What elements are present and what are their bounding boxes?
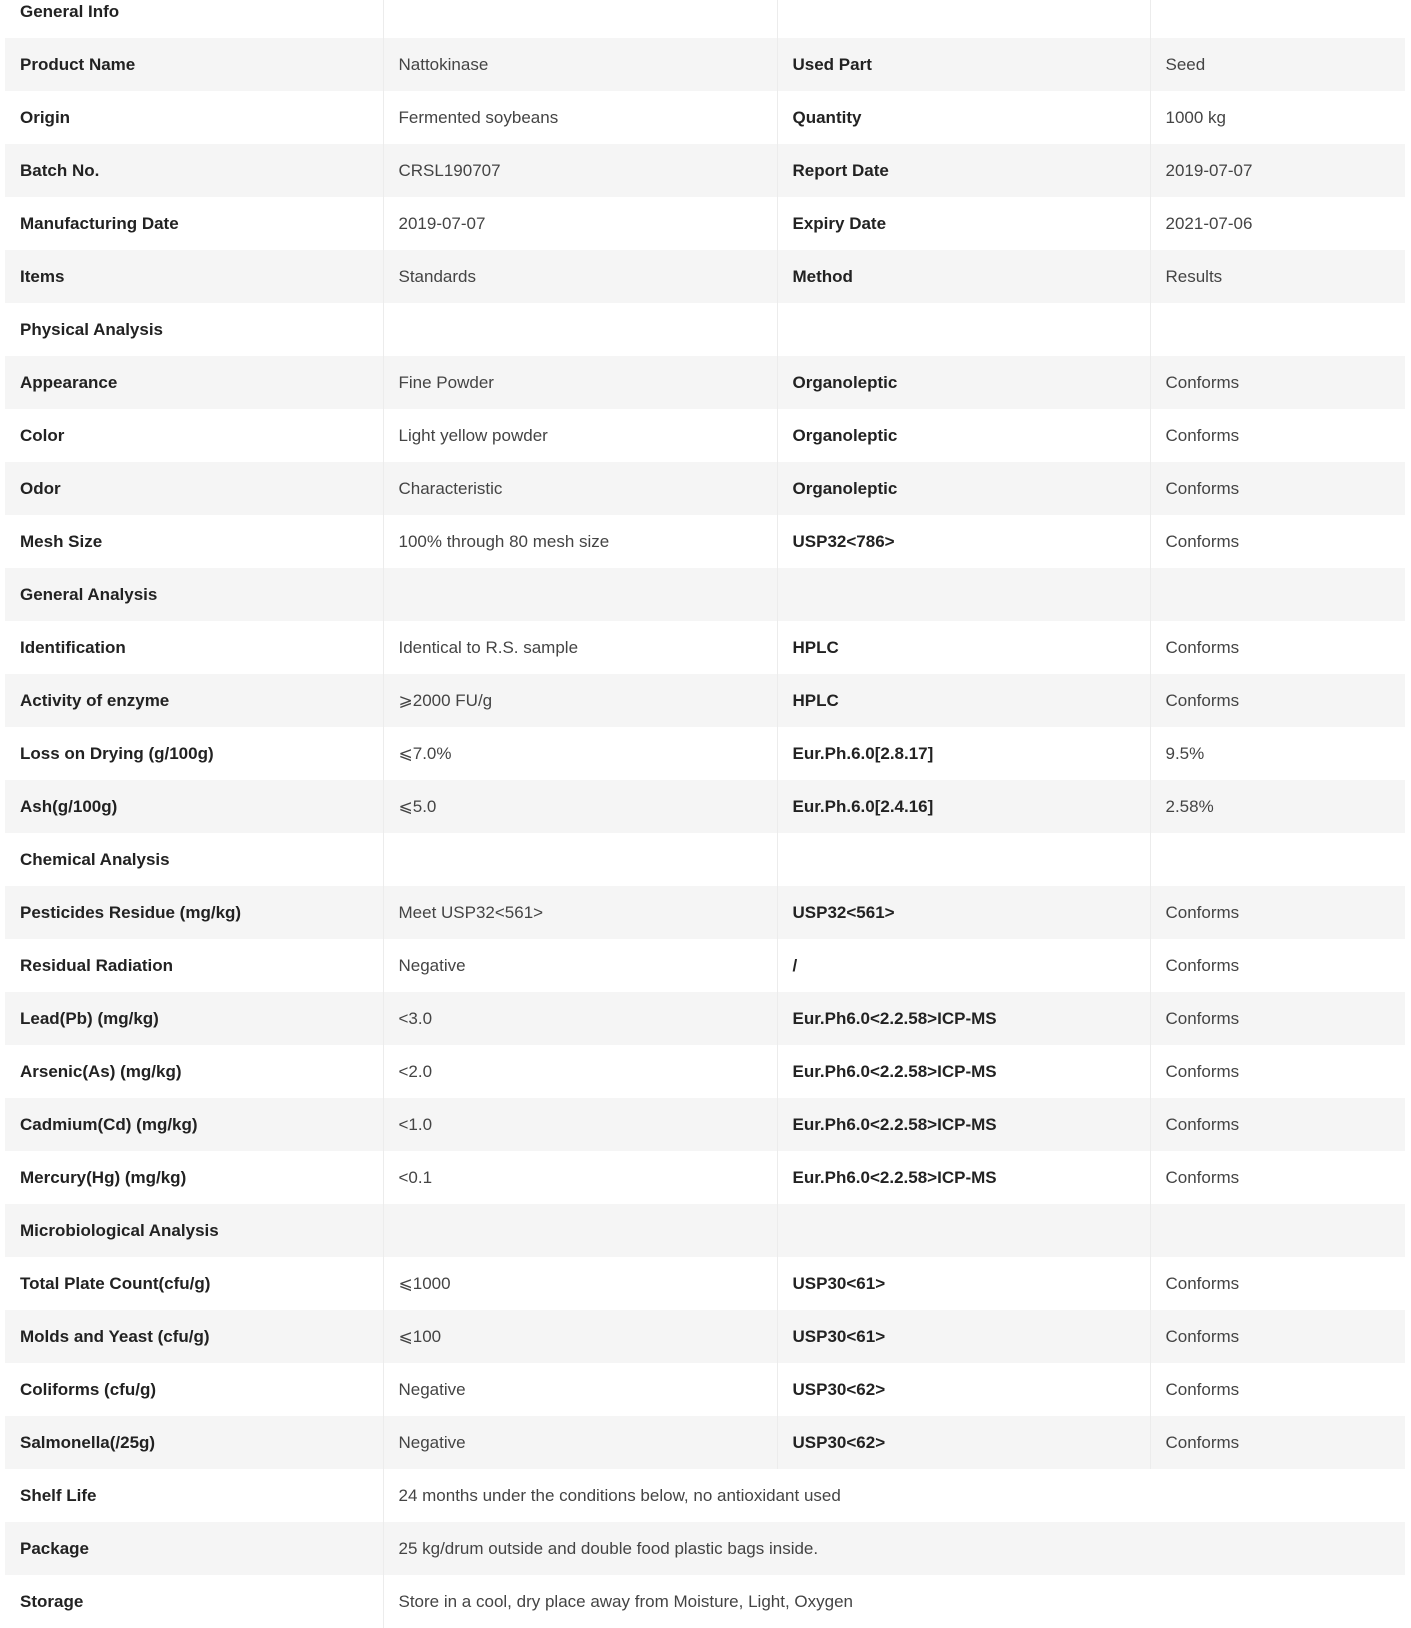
- row-method: USP32<786>: [777, 515, 1150, 568]
- row-result: Conforms: [1165, 1008, 1240, 1028]
- row-standard: [383, 568, 777, 621]
- row-result: Conforms: [1165, 1432, 1240, 1452]
- table-row: [5, 1098, 1405, 1151]
- row-label: Physical Analysis: [5, 303, 383, 356]
- row-method: USP30<62>: [777, 1416, 1150, 1469]
- row-label: General Info: [5, 0, 383, 38]
- table-row: [5, 886, 1405, 939]
- row-label: Shelf Life: [5, 1469, 383, 1522]
- row-method: USP30<61>: [777, 1310, 1150, 1363]
- row-method: [777, 833, 1150, 886]
- row-method: Method: [777, 250, 1150, 303]
- row-standard: Light yellow powder: [383, 409, 777, 462]
- row-standard: Characteristic: [383, 462, 777, 515]
- table-row: [5, 91, 1405, 144]
- row-label: Residual Radiation: [5, 939, 383, 992]
- table-row: [5, 1363, 1405, 1416]
- row-label: Coliforms (cfu/g): [5, 1363, 383, 1416]
- row-result: Conforms: [1165, 531, 1240, 551]
- row-standard: Identical to R.S. sample: [383, 621, 777, 674]
- table-row: [5, 144, 1405, 197]
- row-standard: ⩽5.0: [383, 780, 777, 833]
- row-label: Microbiological Analysis: [5, 1204, 383, 1257]
- row-method: [777, 0, 1150, 38]
- row-method: Eur.Ph6.0<2.2.58>ICP-MS: [777, 1098, 1150, 1151]
- table-row: [5, 621, 1405, 674]
- row-standard: CRSL190707: [383, 144, 777, 197]
- row-label: Manufacturing Date: [5, 197, 383, 250]
- specification-table: [5, 0, 1405, 1628]
- section-header-row: [5, 0, 1405, 38]
- row-label: Identification: [5, 621, 383, 674]
- row-result: Conforms: [1165, 425, 1240, 445]
- row-standard: Nattokinase: [383, 38, 777, 91]
- row-method: [777, 1204, 1150, 1257]
- row-label: Color: [5, 409, 383, 462]
- row-result: [1150, 1204, 1405, 1257]
- row-label: Odor: [5, 462, 383, 515]
- row-label: Pesticides Residue (mg/kg): [5, 886, 383, 939]
- specification-table-body: [5, 0, 1405, 1628]
- row-label: Total Plate Count(cfu/g): [5, 1257, 383, 1310]
- row-standard: Standards: [383, 250, 777, 303]
- row-method: Eur.Ph.6.0[2.4.16]: [777, 780, 1150, 833]
- table-row: [5, 38, 1405, 91]
- row-result: Conforms: [1165, 1326, 1240, 1346]
- row-label: Ash(g/100g): [5, 780, 383, 833]
- row-label: Mesh Size: [5, 515, 383, 568]
- row-method: Quantity: [777, 91, 1150, 144]
- row-method: Report Date: [777, 144, 1150, 197]
- row-label: Product Name: [5, 38, 383, 91]
- row-method: HPLC: [777, 621, 1150, 674]
- row-description: Store in a cool, dry place away from Moisture, Light, Oxygen: [398, 1591, 853, 1611]
- row-result: [1150, 303, 1405, 356]
- row-label: Cadmium(Cd) (mg/kg): [5, 1098, 383, 1151]
- table-row: [5, 939, 1405, 992]
- row-result: Conforms: [1165, 1167, 1240, 1187]
- row-method: USP30<61>: [777, 1257, 1150, 1310]
- row-label: Batch No.: [5, 144, 383, 197]
- row-label: Chemical Analysis: [5, 833, 383, 886]
- row-label: Storage: [5, 1575, 383, 1628]
- row-standard: Fermented soybeans: [383, 91, 777, 144]
- row-method: USP30<62>: [777, 1363, 1150, 1416]
- row-label: Molds and Yeast (cfu/g): [5, 1310, 383, 1363]
- row-method: Expiry Date: [777, 197, 1150, 250]
- table-row: [5, 1416, 1405, 1469]
- section-header-row: [5, 1204, 1405, 1257]
- row-result: Results: [1165, 266, 1223, 286]
- section-header-row: [5, 303, 1405, 356]
- row-method: USP32<561>: [777, 886, 1150, 939]
- row-result: Conforms: [1165, 955, 1240, 975]
- row-result: Conforms: [1165, 372, 1240, 392]
- row-result: Conforms: [1165, 637, 1240, 657]
- row-standard: <1.0: [383, 1098, 777, 1151]
- row-label: Package: [5, 1522, 383, 1575]
- table-row: [5, 1522, 1405, 1575]
- row-result: Conforms: [1165, 1379, 1240, 1399]
- section-header-row: [5, 568, 1405, 621]
- row-method: Eur.Ph.6.0[2.8.17]: [777, 727, 1150, 780]
- row-standard: ⩽7.0%: [383, 727, 777, 780]
- table-row: [5, 992, 1405, 1045]
- row-method: /: [777, 939, 1150, 992]
- row-label: Salmonella(/25g): [5, 1416, 383, 1469]
- row-standard: ⩾2000 FU/g: [383, 674, 777, 727]
- row-description: 24 months under the conditions below, no antioxidant used: [398, 1485, 841, 1505]
- row-method: [777, 568, 1150, 621]
- row-standard: Fine Powder: [383, 356, 777, 409]
- row-label: Lead(Pb) (mg/kg): [5, 992, 383, 1045]
- table-row: [5, 409, 1405, 462]
- row-result: [1150, 568, 1405, 621]
- section-header-row: [5, 833, 1405, 886]
- row-standard: [383, 1204, 777, 1257]
- row-standard: 100% through 80 mesh size: [383, 515, 777, 568]
- row-label: Mercury(Hg) (mg/kg): [5, 1151, 383, 1204]
- table-row: [5, 515, 1405, 568]
- row-standard: Negative: [383, 1416, 777, 1469]
- row-method: Used Part: [777, 38, 1150, 91]
- row-method: Eur.Ph6.0<2.2.58>ICP-MS: [777, 1045, 1150, 1098]
- row-description: 25 kg/drum outside and double food plastic bags inside.: [398, 1538, 819, 1558]
- row-standard: ⩽1000: [383, 1257, 777, 1310]
- row-result: Seed: [1165, 54, 1206, 74]
- row-standard: 2019-07-07: [383, 197, 777, 250]
- table-row: [5, 1469, 1405, 1522]
- row-standard: [383, 0, 777, 38]
- row-label: Arsenic(As) (mg/kg): [5, 1045, 383, 1098]
- row-standard: [383, 303, 777, 356]
- row-standard: Meet USP32<561>: [383, 886, 777, 939]
- row-method: Organoleptic: [777, 356, 1150, 409]
- table-row: [5, 1045, 1405, 1098]
- row-result: Conforms: [1165, 902, 1240, 922]
- row-label: Origin: [5, 91, 383, 144]
- row-label: Activity of enzyme: [5, 674, 383, 727]
- row-standard: <2.0: [383, 1045, 777, 1098]
- table-row: [5, 356, 1405, 409]
- table-row: [5, 1151, 1405, 1204]
- table-row: [5, 197, 1405, 250]
- row-method: Eur.Ph6.0<2.2.58>ICP-MS: [777, 992, 1150, 1045]
- row-standard: ⩽100: [383, 1310, 777, 1363]
- row-label: Loss on Drying (g/100g): [5, 727, 383, 780]
- row-standard: [383, 833, 777, 886]
- row-result: [1150, 833, 1405, 886]
- row-method: Organoleptic: [777, 462, 1150, 515]
- row-method: Organoleptic: [777, 409, 1150, 462]
- row-standard: <0.1: [383, 1151, 777, 1204]
- row-result: Conforms: [1165, 1273, 1240, 1293]
- row-label: Items: [5, 250, 383, 303]
- row-method: [777, 303, 1150, 356]
- table-row: [5, 462, 1405, 515]
- table-row: [5, 780, 1405, 833]
- row-method: HPLC: [777, 674, 1150, 727]
- table-row: [5, 727, 1405, 780]
- table-row: [5, 674, 1405, 727]
- row-result: 2019-07-07: [1165, 160, 1253, 180]
- table-row: [5, 250, 1405, 303]
- row-result: Conforms: [1165, 478, 1240, 498]
- table-row: [5, 1257, 1405, 1310]
- row-result: Conforms: [1165, 690, 1240, 710]
- row-result: 2.58%: [1165, 796, 1214, 816]
- row-standard: <3.0: [383, 992, 777, 1045]
- row-result: Conforms: [1165, 1114, 1240, 1134]
- table-row: [5, 1310, 1405, 1363]
- row-label: General Analysis: [5, 568, 383, 621]
- row-label: Appearance: [5, 356, 383, 409]
- table-row: [5, 1575, 1405, 1628]
- row-result: 2021-07-06: [1165, 213, 1253, 233]
- row-result: 1000 kg: [1165, 107, 1226, 127]
- row-method: Eur.Ph6.0<2.2.58>ICP-MS: [777, 1151, 1150, 1204]
- row-standard: Negative: [383, 1363, 777, 1416]
- row-result: Conforms: [1165, 1061, 1240, 1081]
- row-result: 9.5%: [1165, 743, 1205, 763]
- row-standard: Negative: [383, 939, 777, 992]
- row-result: [1150, 0, 1405, 38]
